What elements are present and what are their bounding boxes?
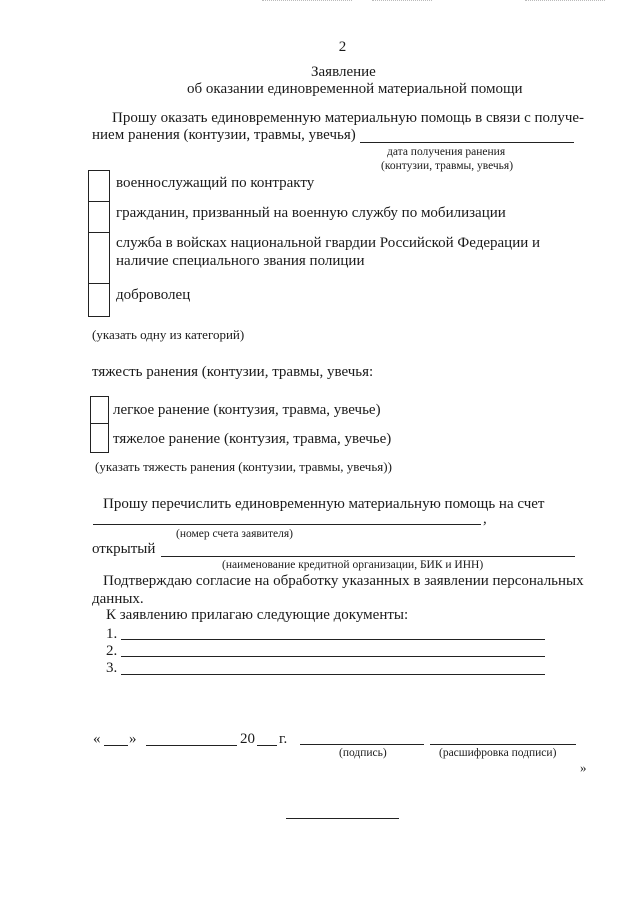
injury-date-field[interactable]: [360, 142, 574, 143]
intro-text-line1: Прошу оказать единовременную материальную помощь в связи с получе-: [112, 110, 585, 126]
document-title: Заявление: [311, 64, 376, 80]
attachment-field-2[interactable]: [121, 656, 545, 657]
bank-details-field[interactable]: [161, 556, 575, 557]
signature-decode-caption: (расшифровка подписи): [439, 747, 557, 759]
opened-label: открытый: [92, 541, 156, 557]
date-month-field[interactable]: [146, 745, 237, 746]
category-label-mobilization: гражданин, призванный на военную службу по мобилизации: [116, 205, 506, 221]
signature-caption: (подпись): [339, 747, 387, 759]
footer-separator: [286, 818, 399, 819]
attachment-field-1[interactable]: [121, 639, 545, 640]
category-label-national-guard-2: наличие специального звания полиции: [116, 253, 365, 269]
date-day-field[interactable]: [104, 745, 128, 746]
transfer-text: Прошу перечислить единовременную материальную помощь на счет: [103, 496, 545, 512]
top-edge-mark: [372, 0, 432, 1]
bank-caption: (наименование кредитной организации, БИК и ИНН): [222, 559, 484, 571]
top-edge-mark: [525, 0, 605, 1]
year-prefix: 20: [240, 731, 255, 747]
intro-text-line2: нием ранения (контузии, травмы, увечья): [92, 127, 356, 143]
severity-note: (указать тяжесть ранения (контузии, травмы, увечья)): [95, 459, 392, 474]
date-open-quote: «: [93, 731, 101, 747]
severity-checkbox-light[interactable]: [90, 396, 109, 424]
year-suffix: г.: [279, 731, 288, 747]
severity-label-severe: тяжелое ранение (контузия, травма, увечье): [113, 431, 392, 447]
attachment-field-3[interactable]: [121, 674, 545, 675]
consent-text-line2: данных.: [92, 591, 144, 607]
signature-field[interactable]: [300, 744, 424, 745]
category-label-contract: военнослужащий по контракту: [116, 175, 315, 191]
injury-date-caption: дата получения ранения: [387, 146, 506, 158]
injury-date-caption-2: (контузии, травмы, увечья): [381, 160, 514, 172]
attachment-number: 3.: [106, 660, 118, 676]
account-caption: (номер счета заявителя): [176, 528, 293, 540]
top-edge-mark: [262, 0, 352, 1]
consent-text-line1: Подтверждаю согласие на обработку указанных в заявлении персональных: [103, 573, 584, 589]
page-number: 2: [338, 39, 347, 55]
categories-note: (указать одну из категорий): [92, 327, 245, 342]
severity-checkbox-severe[interactable]: [90, 423, 109, 453]
date-year-field[interactable]: [257, 745, 277, 746]
category-checkbox-national-guard[interactable]: [88, 232, 110, 284]
date-close-quote: »: [129, 731, 137, 747]
attachment-number: 1.: [106, 626, 118, 642]
signature-decode-field[interactable]: [430, 744, 576, 745]
account-comma: ,: [483, 511, 487, 527]
severity-heading: тяжесть ранения (контузии, травмы, увечья:: [92, 364, 374, 380]
attachment-number: 2.: [106, 643, 118, 659]
severity-label-light: легкое ранение (контузия, травма, увечье): [113, 402, 381, 418]
document-subtitle: об оказании единовременной материальной помощи: [187, 81, 523, 97]
category-label-volunteer: доброволец: [116, 287, 191, 303]
category-checkbox-volunteer[interactable]: [88, 283, 110, 317]
attachments-heading: К заявлению прилагаю следующие документы:: [106, 607, 409, 623]
category-label-national-guard: служба в войсках национальной гвардии Российской Федерации и: [116, 235, 541, 251]
closing-quote: »: [580, 760, 587, 775]
account-number-field[interactable]: [93, 524, 481, 525]
category-checkbox-mobilization[interactable]: [88, 201, 110, 233]
category-checkbox-contract[interactable]: [88, 170, 110, 202]
